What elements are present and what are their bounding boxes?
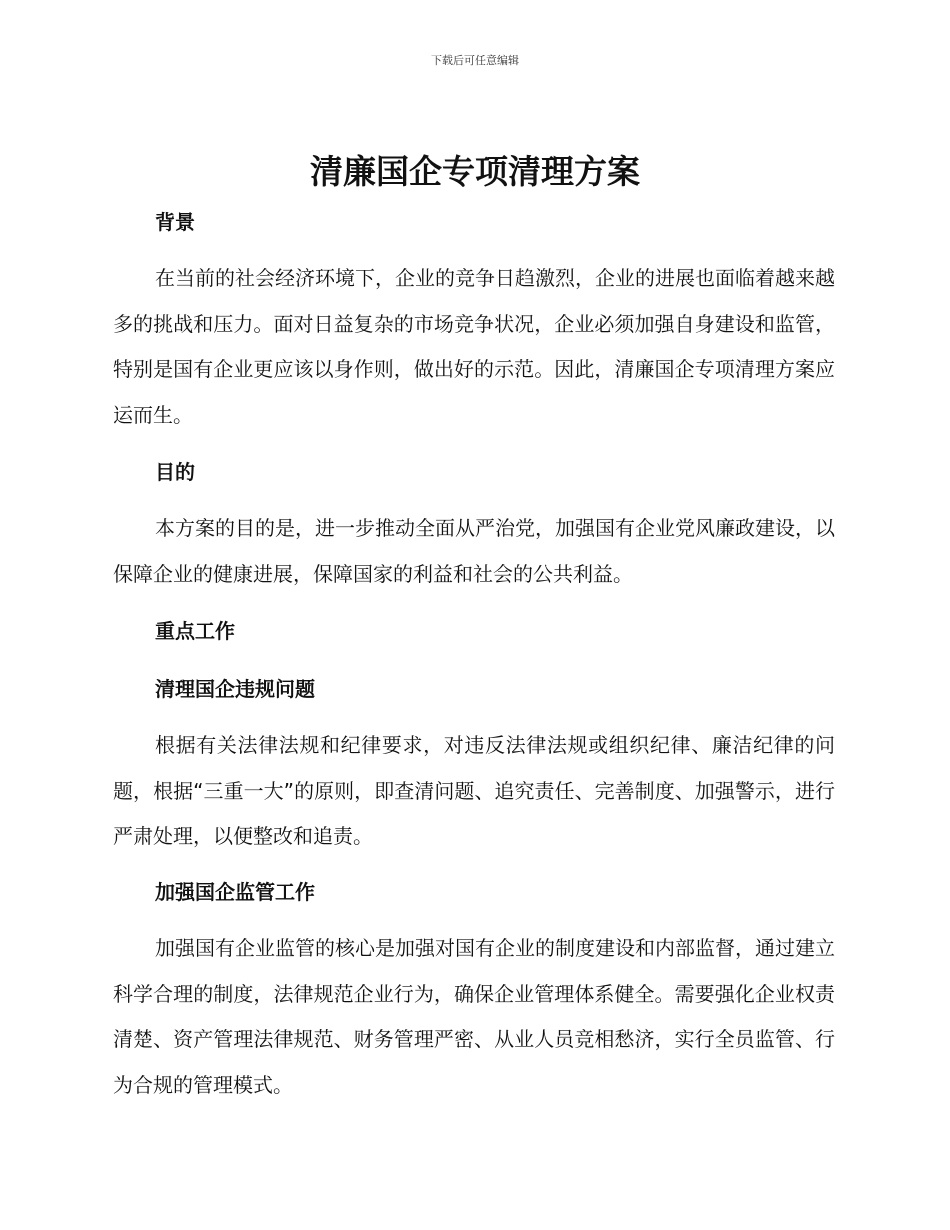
paragraph-supervision: 加强国有企业监管的核心是加强对国有企业的制度建设和内部监督，通过建立科学合理的制度，法律规范企业行为，确保企业管理体系健全。需要强化企业权责清楚、资产管理法律规范、财务管理严密、从业人员竞相愁济，实行全员监管、行为合规的管理模式。: [113, 936, 835, 1097]
heading-clean-violations: 清理国企违规问题: [155, 677, 315, 701]
header-note: 下载后可任意编辑: [431, 54, 519, 67]
paragraph-clean-violations: 根据有关法律法规和纪律要求，对违反法律法规或组织纪律、廉洁纪律的问题，根据“三重一大”的原则，即查清问题、追究责任、完善制度、加强警示，进行严肃处理，以便整改和追责。: [113, 733, 835, 848]
heading-supervision: 加强国企监管工作: [155, 880, 315, 904]
paragraph-background: 在当前的社会经济环境下，企业的竞争日趋激烈，企业的进展也面临着越来越多的挑战和压力。面对日益复杂的市场竞争状况，企业必须加强自身建设和监管，特别是国有企业更应该以身作则，做出好的示范。因此，清廉国企专项清理方案应运而生。: [113, 266, 835, 427]
paragraph-purpose: 本方案的目的是，进一步推动全面从严治党，加强国有企业党风廉政建设，以保障企业的健康进展，保障国家的利益和社会的公共利益。: [113, 516, 835, 586]
document-title: 清廉国企专项清理方案: [310, 152, 640, 191]
heading-key-work: 重点工作: [155, 619, 235, 643]
heading-background: 背景: [155, 210, 195, 234]
heading-purpose: 目的: [155, 460, 195, 484]
